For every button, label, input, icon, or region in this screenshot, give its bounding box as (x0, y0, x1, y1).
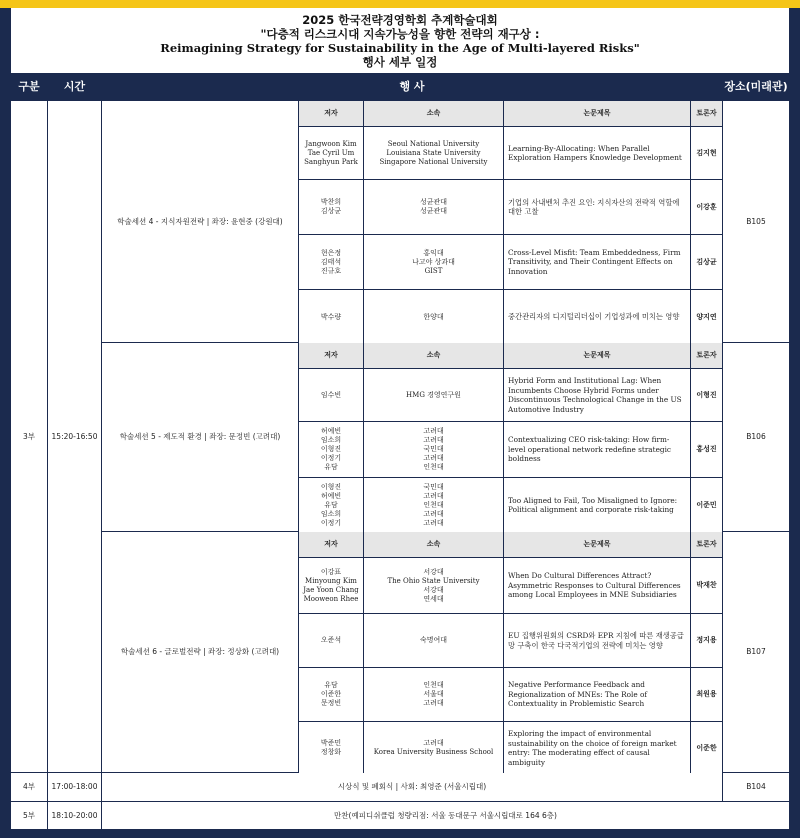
paper-affiliations (364, 290, 503, 344)
author-name: 이형진 (320, 482, 342, 491)
paper-discussant: 양지연 (691, 290, 722, 344)
part3-label: 3부 (11, 101, 47, 772)
part4-room: B104 (723, 773, 789, 801)
author-name: 이준한 (320, 690, 342, 698)
affiliation-name: The Ohio State University (387, 576, 480, 585)
affiliation-name: 고려대 (423, 454, 444, 462)
paper-affiliations (364, 478, 503, 532)
paper-title: Hybrid Form and Institutional Lag: When Incumbents Choose Hybrid Forms under Discontinuous Technological Change in the US Automotive Industry (504, 369, 690, 421)
affiliation-name: 서강대 (423, 585, 444, 594)
paper-discussant: 홍성진 (691, 422, 722, 477)
paper-title: Negative Performance Feedback and Regionalization of MNEs: The Role of Contextuality in Problemistic Search (504, 668, 690, 721)
paper-title: Contextualizing CEO risk-taking: How firm-level operational network redefine strategic boldness (504, 422, 690, 477)
affiliation-name: GIST (424, 266, 443, 275)
subheader-discussant: 토론자 (691, 101, 722, 126)
affiliation-name: 인천대 (423, 681, 444, 689)
affiliation-name: 고려대 (423, 427, 444, 435)
paper-authors (299, 180, 363, 234)
paper-affiliations (364, 668, 503, 721)
col-header-room: 장소(미래관) (724, 80, 788, 93)
author-name: 임소희 (320, 509, 342, 518)
affiliation-name: 인천대 (423, 500, 444, 509)
author-name: 김태석 (320, 257, 342, 266)
author-name: 김상균 (320, 207, 342, 215)
author-name: 진규호 (320, 266, 342, 275)
paper-discussant: 김상균 (691, 235, 722, 289)
paper-authors (299, 235, 363, 289)
paper-title: Learning-By-Allocating: When Parallel Exploration Hampers Knowledge Development (504, 127, 690, 179)
subheader-discussant: 토론자 (691, 532, 722, 557)
session-name: 학술세션 6 - 글로벌전략 | 좌장: 정상화 (고려대) (102, 532, 298, 772)
paper-title: 중간관리자의 디지털리더십이 기업성과에 미치는 영향 (504, 290, 690, 344)
affiliation-name: 서울대 (423, 690, 444, 698)
paper-discussant: 박재찬 (691, 558, 722, 613)
author-name: 허예빈 (320, 427, 342, 435)
subheader-title: 논문제목 (504, 532, 690, 557)
affiliation-name: 서강대 (423, 567, 444, 576)
subheader-affiliation: 소속 (364, 343, 503, 368)
subheader-title: 논문제목 (504, 101, 690, 126)
session-room: B105 (723, 101, 789, 342)
author-name: 허예빈 (320, 491, 342, 500)
author-name: 정창화 (320, 748, 342, 756)
top-accent-bar (0, 0, 800, 8)
affiliation-name: 숙명여대 (419, 636, 448, 644)
affiliation-name: 고려대 (423, 509, 444, 518)
affiliation-name: 성균관대 (419, 207, 448, 215)
author-name: 박수량 (320, 312, 342, 321)
affiliation-name: HMG 경영연구원 (406, 390, 461, 399)
paper-affiliations (364, 127, 503, 179)
subheader-title: 논문제목 (504, 343, 690, 368)
paper-discussant: 이준한 (691, 722, 722, 774)
subheader-discussant: 토론자 (691, 343, 722, 368)
subheader-affiliation: 소속 (364, 532, 503, 557)
paper-affiliations (364, 180, 503, 234)
paper-discussant: 정지용 (691, 614, 722, 667)
author-name: Sanghyun Park (304, 157, 358, 166)
paper-authors (299, 127, 363, 179)
paper-affiliations (364, 369, 503, 421)
author-name: 오준석 (320, 636, 342, 644)
subheader-author: 저자 (299, 343, 363, 368)
author-name: 박찬희 (320, 198, 342, 206)
paper-affiliations (364, 722, 503, 774)
affiliation-name: 국민대 (423, 445, 444, 453)
affiliation-name: 고려대 (423, 518, 444, 527)
author-name: 현은정 (320, 248, 342, 257)
author-name: 박준민 (320, 739, 342, 747)
session-name: 학술세션 5 - 제도적 환경 | 좌장: 문정빈 (고려대) (102, 343, 298, 531)
affiliation-name: 고려대 (423, 739, 444, 747)
author-name: 이형진 (320, 445, 342, 453)
paper-discussant: 이형진 (691, 369, 722, 421)
part5-event: 만찬(예피디쉬클럽 청량리점: 서울 동대문구 서울시립대로 164 6층) (102, 802, 789, 829)
paper-title: Too Aligned to Fail, Too Misaligned to Ignore: Political alignment and corporate risk-taking (504, 478, 690, 532)
author-name: Minyoung Kim (305, 576, 357, 585)
col-header-time: 시간 (63, 80, 86, 93)
author-name: Jae Yoon Chang (303, 585, 359, 594)
author-name: 이정기 (320, 454, 342, 462)
paper-discussant: 최원용 (691, 668, 722, 721)
paper-title: 기업의 사내벤처 추진 요인: 지식자산의 전략적 역할에 대한 고찰 (504, 180, 690, 234)
col-header-part: 구분 (18, 80, 40, 93)
part4-event: 시상식 및 폐회식 | 사회: 최영준 (서울시립대) (102, 773, 722, 801)
schedule-header (11, 8, 789, 73)
author-name: Tae Cyril Um (307, 148, 355, 157)
paper-authors (299, 668, 363, 721)
col-header-event: 행 사 (399, 80, 425, 93)
conference-theme-ko: "다층적 리스크시대 지속가능성을 향한 전략의 재구상 : (260, 27, 540, 41)
paper-discussant: 이준민 (691, 478, 722, 532)
affiliation-name: 고려대 (423, 699, 444, 707)
paper-affiliations (364, 422, 503, 477)
author-name: Jangwoon Kim (305, 139, 357, 148)
paper-authors (299, 369, 363, 421)
author-name: 문정빈 (320, 699, 342, 707)
subheader-author: 저자 (299, 532, 363, 557)
paper-title: Cross-Level Misfit: Team Embeddedness, Firm Transitivity, and Their Contingent Effects on Innovation (504, 235, 690, 289)
author-name: Mooweon Rhee (303, 594, 359, 603)
part3-time: 15:20-16:50 (48, 101, 101, 772)
paper-discussant: 이강훈 (691, 180, 722, 234)
affiliation-name: Korea University Business School (373, 748, 494, 756)
paper-authors (299, 722, 363, 774)
paper-affiliations (364, 614, 503, 667)
paper-title: Exploring the impact of environmental sustainability on the choice of foreign market entry: The moderating effect of causal ambiguity (504, 722, 690, 774)
conference-title: 2025 한국전략경영학회 추계학술대회 (302, 13, 498, 27)
session-room: B106 (723, 343, 789, 531)
part4-time: 17:00-18:00 (48, 773, 101, 801)
paper-authors (299, 290, 363, 344)
author-name: 임소희 (320, 436, 342, 444)
schedule-subtitle: 행사 세부 일정 (362, 55, 438, 69)
author-name: 이강표 (320, 567, 342, 576)
author-name: 이정기 (320, 518, 342, 527)
affiliation-name: 홍익대 (423, 248, 444, 257)
session-room: B107 (723, 532, 789, 772)
affiliation-name: Seoul National University (387, 139, 480, 148)
affiliation-name: 나고야 상과대 (412, 257, 455, 266)
affiliation-name: 한양대 (423, 312, 444, 321)
paper-affiliations (364, 235, 503, 289)
paper-authors (299, 478, 363, 532)
affiliation-name: 국민대 (423, 482, 444, 491)
part5-label: 5부 (11, 802, 47, 829)
paper-title: EU 집행위원회의 CSRD와 EPR 지침에 따른 재생공급망 구축이 한국 다국적기업의 전략에 미치는 영향 (504, 614, 690, 667)
subheader-author: 저자 (299, 101, 363, 126)
paper-authors (299, 422, 363, 477)
affiliation-name: 인천대 (423, 463, 444, 471)
part4-label: 4부 (11, 773, 47, 801)
author-name: 임수빈 (320, 390, 342, 399)
author-name: 유담 (324, 681, 338, 689)
paper-affiliations (364, 558, 503, 613)
part5-time: 18:10-20:00 (48, 802, 101, 829)
affiliation-name: 연세대 (423, 594, 444, 603)
affiliation-name: 고려대 (423, 491, 444, 500)
session-name: 학술세션 4 - 지식자원전략 | 좌장: 윤현중 (강원대) (102, 101, 298, 342)
affiliation-name: Singapore National University (379, 157, 488, 166)
affiliation-name: 성균관대 (419, 198, 448, 206)
paper-authors (299, 558, 363, 613)
author-name: 유담 (324, 463, 338, 471)
author-name: 유담 (324, 500, 338, 509)
conference-theme-en: Reimagining Strategy for Sustainability in the Age of Multi-layered Risks" (160, 41, 640, 55)
paper-discussant: 김지현 (691, 127, 722, 179)
affiliation-name: 고려대 (423, 436, 444, 444)
subheader-affiliation: 소속 (364, 101, 503, 126)
affiliation-name: Louisiana State University (386, 148, 481, 157)
paper-title: When Do Cultural Differences Attract? Asymmetric Responses to Cultural Differences among Local Employees in MNE Subsidiaries (504, 558, 690, 613)
paper-authors (299, 614, 363, 667)
